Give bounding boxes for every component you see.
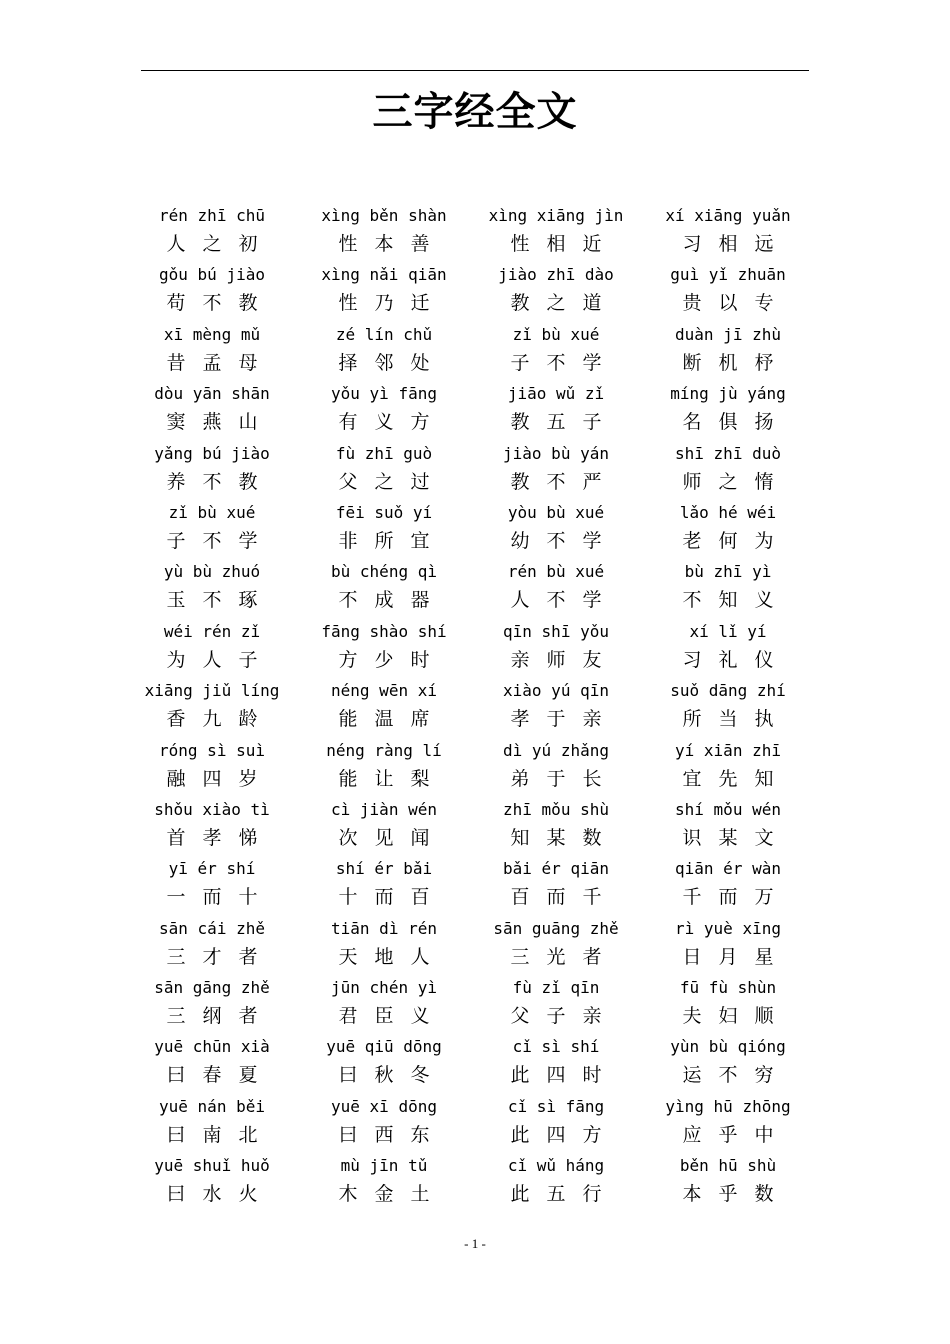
pinyin-text: dì yú zhǎng — [503, 740, 609, 760]
verse-phrase — [298, 498, 470, 557]
verse-phrase — [642, 320, 814, 379]
verse-row — [126, 201, 826, 260]
verse-phrase — [470, 439, 642, 498]
verse-phrase — [470, 676, 642, 735]
pinyin-text: shí ér bǎi — [335, 859, 433, 879]
verse-phrase — [470, 973, 642, 1032]
verse-phrase — [470, 736, 642, 795]
hanzi-text: 习相远 — [682, 233, 791, 255]
verse-phrase — [126, 260, 298, 319]
hanzi-text: 君臣义 — [338, 1005, 447, 1028]
verse-phrase — [642, 379, 814, 438]
pinyin-text: zǐ bù xué — [168, 502, 256, 522]
verse-row — [126, 854, 826, 913]
hanzi-text: 本乎数 — [682, 1183, 791, 1206]
hanzi-text: 此五行 — [510, 1183, 619, 1206]
hanzi-text: 十而百 — [338, 886, 447, 909]
verse-phrase — [126, 320, 298, 379]
pinyin-text: jiāo wǔ zǐ — [507, 384, 605, 404]
hanzi-text: 三光者 — [510, 945, 619, 968]
pinyin-text: jiào bù yán — [503, 443, 609, 463]
verse-phrase — [298, 1032, 470, 1091]
hanzi-text: 昔孟母 — [166, 351, 275, 374]
verse-phrase — [470, 557, 642, 616]
verse-phrase — [298, 676, 470, 735]
verse-phrase — [470, 201, 642, 260]
hanzi-text: 玉不琢 — [166, 589, 275, 612]
verse-row — [126, 1151, 826, 1210]
hanzi-text: 日月星 — [682, 945, 791, 968]
pinyin-text: xìng xiāng jìn — [488, 206, 624, 225]
pinyin-text: qīn shī yǒu — [503, 621, 609, 641]
pinyin-text: gǒu bú jiào — [159, 265, 265, 285]
verse-phrase — [126, 201, 298, 260]
hanzi-text: 教不严 — [510, 470, 619, 493]
hanzi-text: 教五子 — [510, 411, 619, 434]
hanzi-text: 次见闻 — [338, 826, 447, 849]
verse-phrase — [298, 1092, 470, 1151]
hanzi-text: 孝于亲 — [510, 708, 619, 731]
pinyin-text: yìng hū zhōng — [665, 1096, 791, 1116]
verse-phrase — [126, 854, 298, 913]
hanzi-text: 父之过 — [338, 470, 447, 493]
verse-row — [126, 1092, 826, 1151]
hanzi-text: 师之惰 — [682, 470, 791, 493]
hanzi-text: 亲师友 — [510, 648, 619, 671]
hanzi-text: 曰春夏 — [166, 1064, 275, 1087]
pinyin-text: cǐ sì fāng — [507, 1096, 605, 1116]
verse-phrase — [126, 676, 298, 735]
pinyin-text: suǒ dāng zhí — [670, 681, 786, 701]
hanzi-text: 首孝悌 — [166, 826, 275, 849]
hanzi-text: 幼不学 — [510, 529, 619, 552]
hanzi-text: 子不学 — [166, 529, 275, 552]
verse-phrase — [642, 973, 814, 1032]
hanzi-text: 曰西东 — [338, 1123, 447, 1146]
pinyin-text: bù chéng qì — [331, 562, 437, 582]
pinyin-text: yù bù zhuó — [163, 562, 261, 582]
pinyin-text: néng wēn xí — [331, 681, 437, 701]
hanzi-text: 贵以专 — [682, 292, 791, 315]
pinyin-text: xí xiāng yuǎn — [665, 206, 791, 225]
verse-phrase — [642, 795, 814, 854]
pinyin-text: xiāng jiǔ líng — [144, 681, 280, 701]
verse-row — [126, 973, 826, 1032]
verse-row — [126, 736, 826, 795]
verse-row — [126, 795, 826, 854]
verse-phrase — [470, 498, 642, 557]
verse-phrase — [298, 1151, 470, 1210]
verse-row — [126, 914, 826, 973]
hanzi-text: 此四方 — [510, 1123, 619, 1146]
verse-phrase — [298, 201, 470, 260]
hanzi-text: 性乃迁 — [338, 292, 447, 315]
pinyin-text: fù zǐ qīn — [512, 978, 600, 998]
verse-row — [126, 1032, 826, 1091]
hanzi-text: 择邻处 — [338, 351, 447, 374]
verse-row — [126, 320, 826, 379]
hanzi-text: 百而千 — [510, 886, 619, 909]
pinyin-text: cì jiàn wén — [331, 799, 437, 819]
verse-phrase — [642, 557, 814, 616]
verse-phrase — [470, 914, 642, 973]
verse-phrase — [298, 914, 470, 973]
verse-phrase — [642, 1092, 814, 1151]
hanzi-text: 不知义 — [682, 589, 791, 612]
hanzi-text: 曰南北 — [166, 1123, 275, 1146]
pinyin-text: fēi suǒ yí — [335, 502, 433, 522]
pinyin-text: yùn bù qióng — [670, 1037, 786, 1057]
hanzi-text: 苟不教 — [166, 292, 275, 315]
hanzi-text: 曰秋冬 — [338, 1064, 447, 1087]
verse-phrase — [126, 1092, 298, 1151]
pinyin-text: cǐ wǔ háng — [507, 1156, 605, 1176]
hanzi-text: 名俱扬 — [682, 411, 791, 434]
verse-phrase — [298, 439, 470, 498]
verse-phrase — [642, 736, 814, 795]
pinyin-text: fū fù shùn — [679, 978, 777, 998]
pinyin-text: jiào zhī dào — [498, 265, 614, 285]
hanzi-text: 断机杼 — [682, 351, 791, 374]
header-rule — [141, 70, 809, 71]
verse-row — [126, 260, 826, 319]
hanzi-text: 运不穷 — [682, 1064, 791, 1087]
page-number: - 1 - — [464, 1236, 486, 1251]
verse-row — [126, 498, 826, 557]
hanzi-text: 人不学 — [510, 589, 619, 612]
verse-phrase — [126, 1032, 298, 1091]
pinyin-text: xí lǐ yí — [689, 621, 767, 641]
verse-phrase — [642, 1151, 814, 1210]
pinyin-text: duàn jī zhù — [675, 324, 781, 344]
pinyin-text: bǎi ér qiān — [503, 859, 609, 879]
verse-phrase — [298, 854, 470, 913]
pinyin-text: zǐ bù xué — [512, 324, 600, 344]
pinyin-text: běn hū shù — [679, 1156, 777, 1176]
pinyin-text: xiào yú qīn — [503, 681, 609, 701]
verse-phrase — [470, 1092, 642, 1151]
pinyin-text: lǎo hé wéi — [679, 502, 777, 522]
pinyin-text: guì yǐ zhuān — [670, 265, 786, 285]
verse-phrase — [642, 617, 814, 676]
hanzi-text: 老何为 — [682, 529, 791, 552]
hanzi-text: 宜先知 — [682, 767, 791, 790]
hanzi-text: 天地人 — [338, 945, 447, 968]
hanzi-text: 三纲者 — [166, 1005, 275, 1028]
verse-phrase — [470, 854, 642, 913]
verse-phrase — [298, 379, 470, 438]
pinyin-text: fù zhī guò — [335, 443, 433, 463]
hanzi-text: 一而十 — [166, 886, 275, 909]
verse-phrase — [126, 1151, 298, 1210]
hanzi-text: 有义方 — [338, 411, 447, 434]
hanzi-text: 曰水火 — [166, 1183, 275, 1206]
pinyin-text: yuē qiū dōng — [326, 1037, 442, 1057]
verse-phrase — [470, 1151, 642, 1210]
verse-phrase — [470, 1032, 642, 1091]
hanzi-text: 性相近 — [510, 233, 619, 255]
hanzi-text: 木金土 — [338, 1183, 447, 1206]
hanzi-text: 养不教 — [166, 470, 275, 493]
hanzi-text: 非所宜 — [338, 529, 447, 552]
hanzi-text: 弟于长 — [510, 767, 619, 790]
hanzi-text: 教之道 — [510, 292, 619, 315]
pinyin-text: xìng běn shàn — [321, 206, 447, 225]
pinyin-text: yī ér shí — [168, 859, 256, 879]
hanzi-text: 千而万 — [682, 886, 791, 909]
verse-phrase — [642, 854, 814, 913]
hanzi-text: 所当执 — [682, 708, 791, 731]
verse-phrase — [642, 498, 814, 557]
pinyin-text: yuē chūn xià — [154, 1037, 270, 1057]
verse-phrase — [298, 795, 470, 854]
pinyin-text: qiān ér wàn — [675, 859, 781, 879]
pinyin-text: yǒu yì fāng — [331, 384, 437, 404]
hanzi-text: 夫妇顺 — [682, 1005, 791, 1028]
pinyin-text: sān cái zhě — [159, 918, 265, 938]
pinyin-text: shǒu xiào tì — [154, 799, 270, 819]
verse-phrase — [298, 736, 470, 795]
hanzi-text: 三才者 — [166, 945, 275, 968]
hanzi-text: 融四岁 — [166, 767, 275, 790]
hanzi-text: 香九龄 — [166, 708, 275, 731]
hanzi-text: 不成器 — [338, 589, 447, 612]
pinyin-text: zé lín chǔ — [335, 324, 433, 344]
pinyin-text: yí xiān zhī — [675, 740, 781, 760]
pinyin-text: míng jù yáng — [670, 384, 786, 404]
hanzi-text: 人之初 — [166, 233, 275, 255]
pinyin-text: rì yuè xīng — [675, 918, 781, 938]
pinyin-text: yuē nán běi — [159, 1096, 265, 1116]
verse-phrase — [470, 617, 642, 676]
pinyin-text: yuē xī dōng — [331, 1096, 437, 1116]
pinyin-text: shí mǒu wén — [675, 799, 781, 819]
hanzi-text: 窦燕山 — [166, 411, 275, 434]
pinyin-text: sān gāng zhě — [154, 978, 270, 998]
verse-phrase — [298, 617, 470, 676]
verse-phrase — [126, 617, 298, 676]
verse-phrase — [298, 320, 470, 379]
pinyin-text: mù jīn tǔ — [340, 1156, 428, 1176]
verse-phrase — [642, 260, 814, 319]
verse-row — [126, 379, 826, 438]
pinyin-text: yǎng bú jiào — [154, 443, 270, 463]
hanzi-text: 应乎中 — [682, 1123, 791, 1146]
verse-phrase — [298, 973, 470, 1032]
verse-phrase — [298, 260, 470, 319]
verse-phrase — [126, 914, 298, 973]
verse-phrase — [642, 1032, 814, 1091]
pinyin-text: rén bù xué — [507, 562, 605, 582]
pinyin-text: yuē shuǐ huǒ — [154, 1156, 270, 1176]
pinyin-text: sān guāng zhě — [493, 918, 619, 938]
verse-row — [126, 439, 826, 498]
verse-phrase — [470, 320, 642, 379]
hanzi-text: 知某数 — [510, 826, 619, 849]
verse-phrase — [126, 795, 298, 854]
verse-phrase — [298, 557, 470, 616]
pinyin-text: cǐ sì shí — [512, 1037, 600, 1057]
hanzi-text: 方少时 — [338, 648, 447, 671]
hanzi-text: 能让梨 — [338, 767, 447, 790]
document-title: 三字经全文 — [372, 89, 578, 135]
pinyin-text: yòu bù xué — [507, 502, 605, 522]
verse-row — [126, 617, 826, 676]
verse-phrase — [470, 260, 642, 319]
pinyin-text: xìng nǎi qiān — [321, 265, 447, 285]
verse-row — [126, 557, 826, 616]
pinyin-text: bù zhī yì — [684, 562, 772, 582]
pinyin-text: rén zhī chū — [159, 206, 265, 225]
verse-phrase — [126, 498, 298, 557]
verse-phrase — [126, 379, 298, 438]
verse-phrase — [470, 379, 642, 438]
verse-row — [126, 676, 826, 735]
hanzi-text: 性本善 — [338, 233, 447, 255]
hanzi-text: 识某文 — [682, 826, 791, 849]
verse-phrase — [126, 736, 298, 795]
verse-phrase — [642, 439, 814, 498]
verse-phrase — [642, 201, 814, 260]
pinyin-text: xī mèng mǔ — [163, 324, 261, 344]
verse-phrase — [126, 973, 298, 1032]
verse-phrase — [470, 795, 642, 854]
pinyin-text: dòu yān shān — [154, 384, 270, 404]
pinyin-text: jūn chén yì — [331, 978, 437, 998]
pinyin-text: wéi rén zǐ — [163, 621, 261, 641]
verse-phrase — [126, 439, 298, 498]
pinyin-text: fāng shào shí — [321, 621, 447, 641]
hanzi-text: 父子亲 — [510, 1005, 619, 1028]
hanzi-text: 习礼仪 — [682, 648, 791, 671]
verse-phrase — [126, 557, 298, 616]
pinyin-text: néng ràng lí — [326, 740, 442, 760]
hanzi-text: 为人子 — [166, 648, 275, 671]
hanzi-text: 子不学 — [510, 351, 619, 374]
pinyin-text: zhī mǒu shù — [503, 799, 609, 819]
hanzi-text: 此四时 — [510, 1064, 619, 1087]
verse-grid — [126, 201, 826, 1211]
verse-phrase — [642, 914, 814, 973]
pinyin-text: róng sì suì — [159, 740, 265, 760]
pinyin-text: tiān dì rén — [331, 918, 437, 938]
pinyin-text: shī zhī duò — [675, 443, 781, 463]
hanzi-text: 能温席 — [338, 708, 447, 731]
verse-phrase — [642, 676, 814, 735]
